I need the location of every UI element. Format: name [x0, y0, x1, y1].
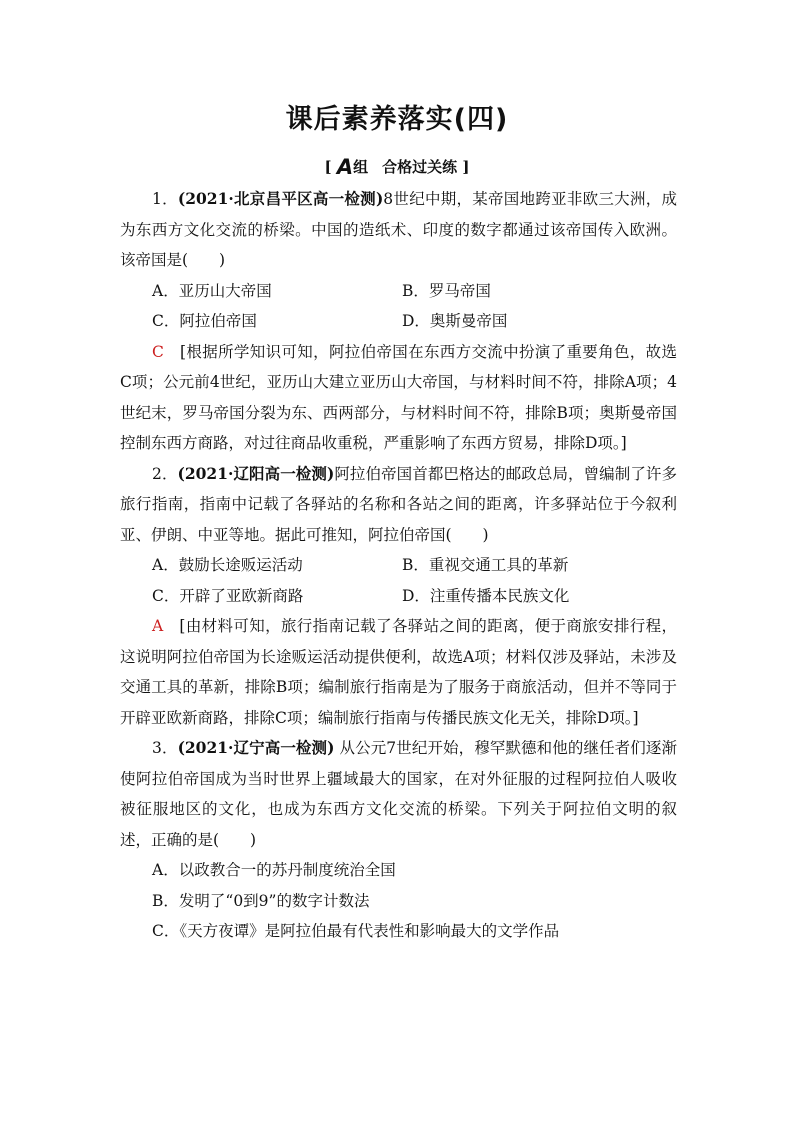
question-list	[120, 184, 677, 947]
question-number: 1．	[152, 190, 178, 208]
question-text: 从公元7世纪开始，穆罕默德和他的继任者们逐渐使阿拉伯帝国成为当时世界上疆域最大的国家，在对外征服的过程阿拉伯人吸收被征服地区的文化，也成为东西方文化交流的桥梁。下列关于阿拉伯文明的叙述，正确的是( )	[120, 739, 677, 849]
answer-explanation: [由材料可知，旅行指南记载了各驿站之间的距离，便于商旅安排行程，这说明阿拉伯帝国为长途贩运活动提供便利，故选A项；材料仅涉及驿站，未涉及交通工具的革新，排除B项；编制旅行指南是为了服务于商旅活动，但并不等同于开辟亚欧新商路，排除C项；编制旅行指南与传播民族文化无关，排除D项。]	[120, 617, 677, 727]
option-b: B．重视交通工具的革新	[402, 556, 569, 574]
answer-letter: A	[152, 617, 164, 635]
section-bracket-open: [	[324, 158, 332, 176]
question-number: 2．	[152, 464, 178, 483]
question-source: (2021·辽阳高一检测)	[177, 463, 335, 483]
question-1-options	[120, 276, 677, 337]
question-1-answer	[120, 337, 677, 459]
option-a: A．鼓励长途贩运活动	[152, 556, 303, 574]
option-c: C．阿拉伯帝国	[152, 312, 257, 330]
question-3-stem	[120, 733, 677, 855]
question-3-options	[120, 855, 677, 947]
option-b: B．发明了“0到9”的数字计数法	[152, 891, 370, 910]
question-text: 阿拉伯帝国首都巴格达的邮政总局，曾编制了许多旅行指南，指南中记载了各驿站的名称和各站之间的距离，许多驿站位于今叙利亚、伊朗、中亚等地。据此可推知，阿拉伯帝国( )	[120, 464, 677, 544]
question-source: (2021·北京昌平区高一检测)	[177, 189, 384, 208]
section-label: 合格过关练	[382, 158, 458, 176]
question-source: (2021·辽宁高一检测)	[177, 738, 335, 757]
option-d: D．注重传播本民族文化	[402, 586, 570, 605]
question-2-answer	[120, 611, 677, 733]
page-title: 课后素养落实(四)	[285, 104, 509, 135]
option-b: B．罗马帝国	[402, 281, 491, 300]
question-1-stem	[120, 184, 677, 276]
section-bracket-close: ]	[462, 158, 470, 176]
option-d: D．奥斯曼帝国	[402, 312, 508, 330]
option-c: C．开辟了亚欧新商路	[152, 586, 304, 605]
answer-explanation: [根据所学知识可知，阿拉伯帝国在东西方交流中扮演了重要角色，故选C项；公元前4世纪，亚历山大建立亚历山大帝国，与材料时间不符，排除A项；4世纪末，罗马帝国分裂为东、西两部分，与材料时间不符，排除B项；奥斯曼帝国控制东西方商路，对过往商品收重税，严重影响了东西方贸易，排除D项。]	[120, 342, 677, 452]
group-letter: A	[336, 155, 354, 179]
option-a: A．以政教合一的苏丹制度统治全国	[152, 861, 396, 879]
question-2-stem	[120, 459, 677, 551]
group-suffix: 组	[353, 158, 369, 176]
section-heading	[0, 155, 794, 179]
question-text: 8世纪中期，某帝国地跨亚非欧三大洲，成为东西方文化交流的桥梁。中国的造纸术、印度的数字都通过该帝国传入欧洲。该帝国是( )	[120, 190, 677, 269]
option-a: A．亚历山大帝国	[152, 281, 272, 300]
answer-letter: C	[152, 342, 164, 361]
question-2-options	[120, 550, 677, 611]
option-c: C．《天方夜谭》是阿拉伯最有代表性和影响最大的文学作品	[152, 922, 560, 940]
question-number: 3．	[152, 739, 178, 757]
